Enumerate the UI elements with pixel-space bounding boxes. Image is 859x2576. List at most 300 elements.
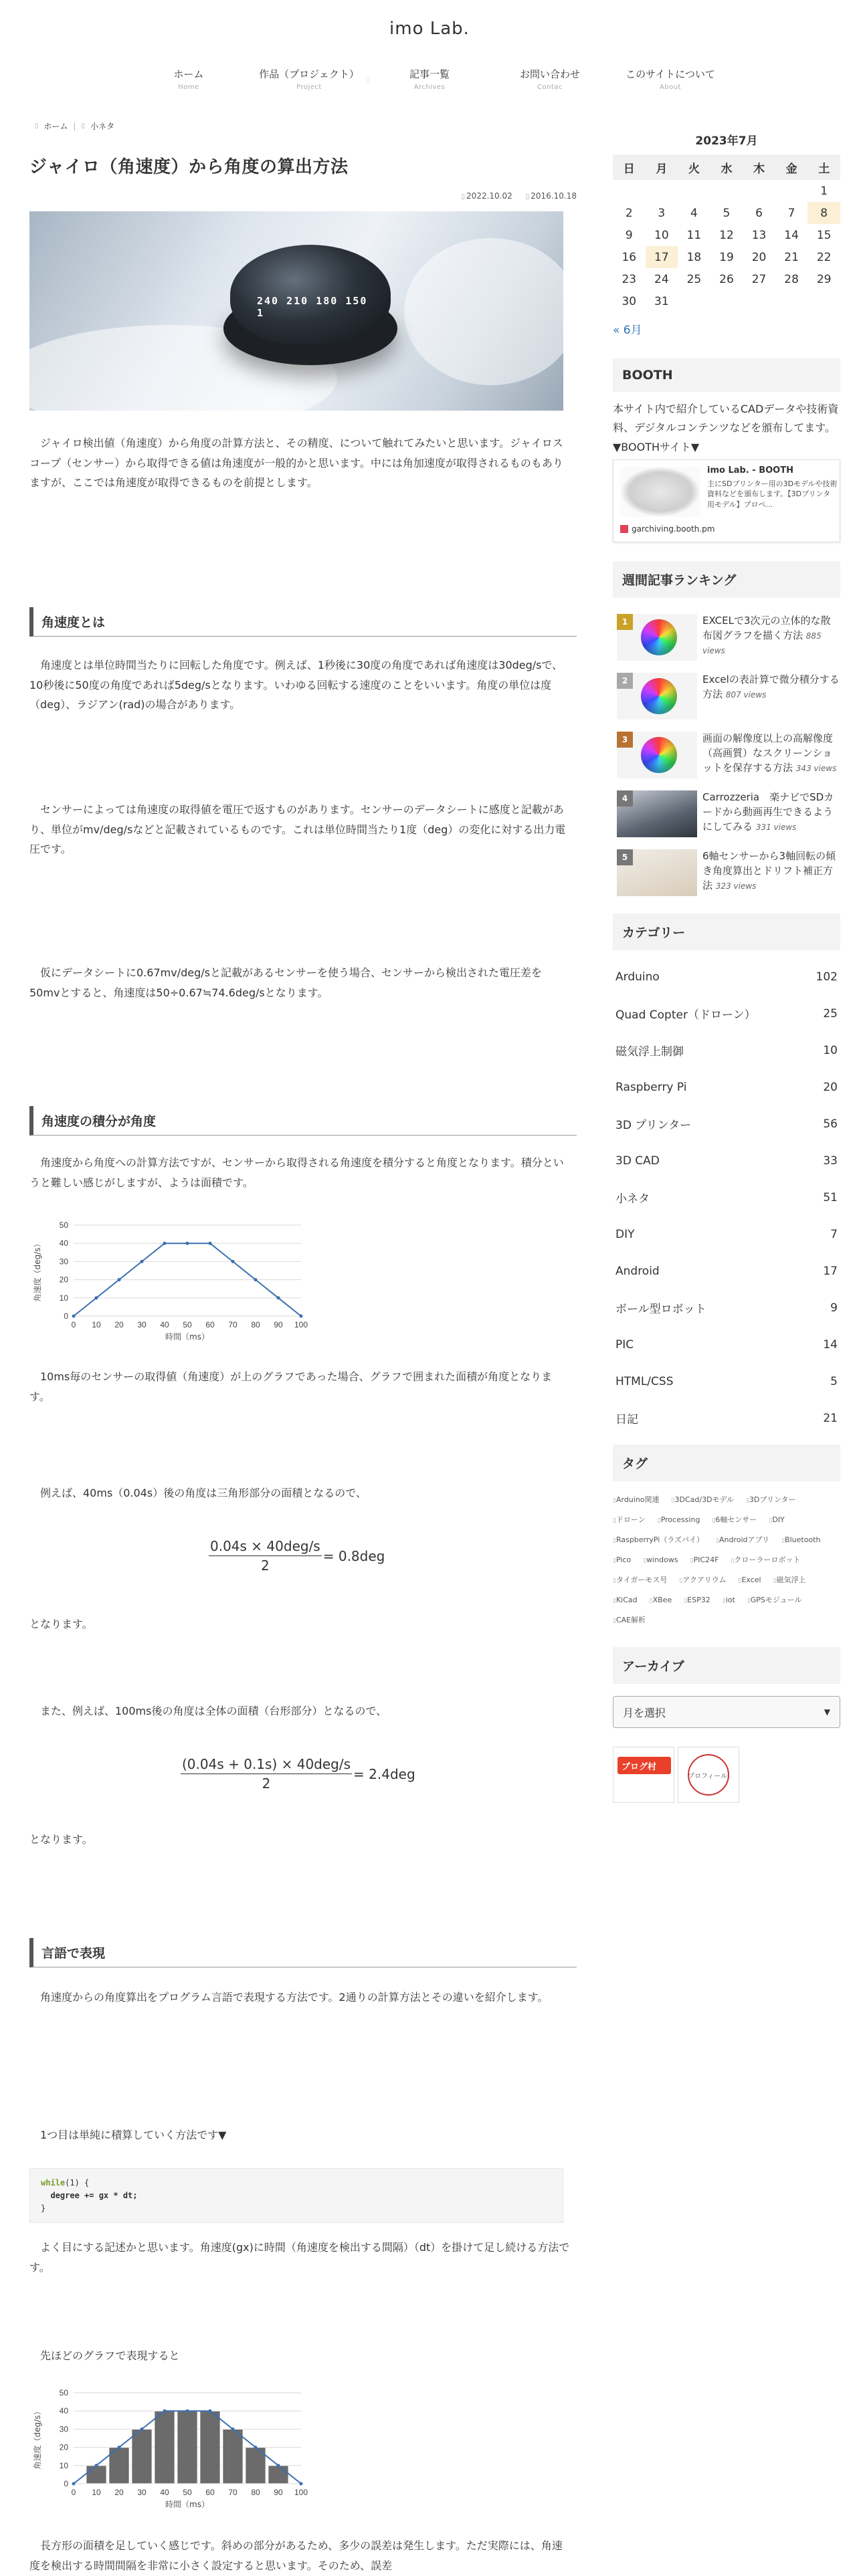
nav-item-archives[interactable] <box>369 67 490 91</box>
bar <box>177 2411 197 2484</box>
x-tick-label: 0 <box>71 2488 76 2497</box>
category-item[interactable] <box>613 1069 840 1105</box>
ranking-item[interactable] <box>613 728 840 786</box>
paragraph: 角速度からの角度算出をプログラム言語で表現する方法です。2通りの計算方法とその違いを紹介します。 <box>40 1991 549 2004</box>
category-name: Raspberry Pi <box>615 1080 687 1094</box>
ranking-title: 画面の解像度以上の高解像度（高画質）なスクリーンショットを保存する方法 <box>702 732 834 774</box>
calendar-day: 29 <box>816 272 832 286</box>
data-point <box>231 2428 235 2431</box>
formula-result: = 2.4deg <box>353 1765 415 1782</box>
category-item[interactable] <box>613 1216 840 1253</box>
category-item[interactable] <box>613 1253 840 1289</box>
breadcrumb-category[interactable]: 小ネタ <box>90 122 115 131</box>
data-point <box>95 2464 98 2467</box>
calendar-day <box>775 180 808 202</box>
calendar-day <box>743 290 775 312</box>
banner-label: プロフィール <box>688 1773 728 1780</box>
category-name: Quad Copter（ドローン） <box>615 1008 756 1022</box>
data-point <box>95 1296 98 1299</box>
sidebar <box>613 131 840 1803</box>
paragraph: 10ms毎のセンサーの取得値（角速度）が上のグラフであった場合、グラフで囲まれた面積が角度となります。 <box>29 1370 553 1403</box>
ranking-views: 807 views <box>725 689 767 700</box>
data-point <box>231 1260 235 1263</box>
calendar-day <box>743 180 775 202</box>
category-name: Android <box>615 1264 660 1278</box>
x-tick-label: 80 <box>251 2488 260 2497</box>
calendar-day: 26 <box>719 272 734 286</box>
calendar-day: 5 <box>723 206 731 220</box>
rank-badge: 2 <box>617 673 633 689</box>
home-icon: ▯ <box>35 122 39 130</box>
x-tick-label: 50 <box>183 2488 192 2497</box>
ranking-title-wrap <box>702 614 840 657</box>
category-item[interactable] <box>613 1179 840 1216</box>
tag-link[interactable]: ▯ 3DCad/3Dモデル <box>672 1496 734 1504</box>
hero-image <box>29 211 563 411</box>
ranking-list <box>613 610 840 904</box>
ranking-item[interactable] <box>613 610 840 669</box>
nav-item-about[interactable] <box>610 67 731 91</box>
calendar-day: 15 <box>816 228 832 242</box>
calendar-day <box>613 180 646 202</box>
data-point <box>277 1296 280 1299</box>
x-axis-label: 時間（ms） <box>165 1332 209 1341</box>
y-tick-label: 40 <box>59 2406 68 2416</box>
banner-area <box>613 1747 840 1803</box>
nav-label: このサイトについて <box>626 68 715 80</box>
y-tick-label: 20 <box>59 1275 68 1285</box>
calendar-day: 13 <box>751 228 767 242</box>
calendar-weekday: 火 <box>678 154 710 180</box>
calendar-day <box>710 290 743 312</box>
tag-link[interactable]: ▯ アクアリウム <box>679 1576 726 1584</box>
ranking-title-wrap <box>702 673 840 702</box>
tag-link[interactable]: ▯ GPSモジュール <box>747 1596 802 1604</box>
y-tick-label: 20 <box>59 2442 68 2452</box>
x-tick-label: 30 <box>137 2488 147 2497</box>
calendar-day <box>775 290 808 312</box>
tag-link[interactable]: ▯ PIC24F <box>690 1556 719 1564</box>
data-point <box>72 1315 76 1318</box>
ranking-views: 331 views <box>755 822 797 832</box>
intro-paragraph: ジャイロ検出値（角速度）から角度の計算方法と、その精度、について触れてみたいと思います。ジャイロスコープ（センサー）から取得できる値は角速度が一般的かと思います。中には角加速度が取得されるものもありますが、ここでは角速度が取得できるものを前提とします。 <box>29 437 563 490</box>
calendar-weekday: 金 <box>775 154 808 180</box>
paragraph: 例えば、40ms（0.04s）後の角度は三角形部分の面積となるので、 <box>40 1487 367 1499</box>
category-count: 14 <box>823 1337 838 1352</box>
calendar-day: 9 <box>625 228 633 242</box>
formula-triangle <box>209 1538 385 1574</box>
calendar-week <box>613 268 840 290</box>
post-title: ジャイロ（角速度）から角度の算出方法 <box>29 157 349 177</box>
ranking-heading: 週間記事ランキング <box>613 561 840 598</box>
x-axis-label: 時間（ms） <box>165 2500 209 2509</box>
y-tick-label: 50 <box>59 2388 68 2397</box>
paragraph: 1つ目は単純に積算していく方法です▼ <box>40 2129 227 2141</box>
calendar-day: 10 <box>654 228 669 242</box>
nav-label: ホーム <box>173 68 204 80</box>
banner-label: ブログ村 <box>622 1762 657 1772</box>
calendar-week <box>613 180 840 202</box>
y-axis-label: 角速度（deg/s） <box>33 1239 42 1302</box>
paragraph: となります。 <box>29 1833 93 1846</box>
tag-link[interactable]: ▯ Excel <box>738 1576 761 1584</box>
bar <box>268 2466 288 2484</box>
archive-select-label: 月を選択 <box>623 1706 666 1719</box>
category-item[interactable] <box>613 1032 840 1069</box>
calendar-day: 11 <box>686 228 702 242</box>
category-name: 3D プリンター <box>615 1119 691 1132</box>
rank-badge: 1 <box>617 614 633 630</box>
tag-link[interactable]: ▯ タイガーモス号 <box>613 1576 667 1584</box>
ranking-title-wrap <box>702 732 840 775</box>
archive-heading: アーカイブ <box>613 1647 840 1684</box>
nav-label: 記事一覧 <box>409 68 450 80</box>
category-item[interactable] <box>613 1326 840 1363</box>
calendar-day <box>646 180 678 202</box>
calendar-day: 31 <box>654 294 669 308</box>
calendar <box>613 154 840 312</box>
data-point <box>140 1260 144 1263</box>
dropdown-marker-icon: ▯ <box>365 76 369 84</box>
code-text: degree += gx * dt; <box>41 2191 138 2201</box>
breadcrumb-separator: | <box>73 121 76 131</box>
ranking-title-wrap <box>702 790 840 834</box>
paragraph: センサーによっては角速度の取得値を電圧で返すものがあります。センサーのデータシートに感度と記載があり、単位がmv/deg/sなどと記載されているものです。これは単位時間当たり1度（deg）の変化に対する出力電圧です。 <box>29 803 566 856</box>
code-block <box>29 2168 563 2223</box>
code-text: } <box>41 2204 46 2214</box>
category-item[interactable] <box>613 1142 840 1179</box>
calendar-day: 19 <box>719 250 734 264</box>
paragraph: 先ほどのグラフで表現すると <box>40 2349 180 2362</box>
data-point <box>140 2428 144 2431</box>
nav-sublabel: About <box>659 84 682 91</box>
booth-card-title: imo Lab. - BOOTH <box>707 465 793 475</box>
y-tick-label: 10 <box>59 1293 68 1303</box>
y-tick-label: 0 <box>64 1311 68 1321</box>
booth-card-source: garchiving.booth.pm <box>620 524 714 534</box>
formula-trapezoid <box>181 1756 415 1792</box>
tag-link[interactable]: ▯ DIY <box>769 1516 784 1524</box>
y-tick-label: 30 <box>59 1257 68 1267</box>
category-count: 21 <box>823 1411 838 1425</box>
ranking-title: 6軸センサーから3軸回転の傾き角度算出とドリフト補正方法 <box>702 850 836 891</box>
calendar-day: 12 <box>719 228 734 242</box>
booth-link-card[interactable] <box>613 459 840 542</box>
ranking-views: 343 views <box>795 763 837 773</box>
section-heading: 角速度とは <box>29 607 577 637</box>
rank-badge: 3 <box>617 732 633 748</box>
x-tick-label: 20 <box>114 1320 124 1329</box>
calendar-day: 16 <box>622 250 637 264</box>
bar <box>155 2411 175 2484</box>
ranking-title: Excelの表計算で微分積分する方法 <box>702 673 840 700</box>
calendar-day <box>678 180 710 202</box>
category-name: 3D CAD <box>615 1154 660 1168</box>
tag-link[interactable]: ▯ クローラーロボット <box>731 1556 800 1564</box>
data-point <box>277 2464 280 2467</box>
category-name: DIY <box>615 1227 635 1241</box>
paragraph: また、例えば、100ms後の角度は全体の面積（台形部分）となるので、 <box>40 1705 387 1717</box>
calendar-day: 17 <box>646 246 678 268</box>
ranking-views: 885 views <box>702 631 822 655</box>
breadcrumb-home[interactable]: ホーム <box>43 122 68 131</box>
calendar-day: 21 <box>784 250 799 264</box>
category-count: 56 <box>823 1117 838 1131</box>
tag-link[interactable]: ▯ Arduino関連 <box>613 1496 660 1504</box>
calendar-title: 2023年7月 <box>695 134 758 148</box>
calendar-day: 8 <box>807 202 840 224</box>
category-count: 17 <box>823 1264 838 1278</box>
formula-numerator: 0.04s × 40deg/s <box>209 1538 322 1556</box>
category-name: 小ネタ <box>615 1192 650 1206</box>
breadcrumb <box>35 120 577 132</box>
x-tick-label: 90 <box>274 2488 283 2497</box>
nav-item-project[interactable] <box>249 67 369 91</box>
nav-sublabel: Home <box>178 84 199 91</box>
x-tick-label: 40 <box>160 1320 169 1329</box>
category-count: 20 <box>823 1080 838 1094</box>
calendar-day: 22 <box>816 250 832 264</box>
category-name: HTML/CSS <box>615 1374 674 1388</box>
x-tick-label: 0 <box>71 1320 76 1329</box>
booth-thumbnail <box>620 467 700 517</box>
category-item[interactable] <box>613 995 840 1032</box>
category-item[interactable] <box>613 1363 840 1400</box>
calendar-weekday: 木 <box>743 154 775 180</box>
data-point <box>186 1242 189 1245</box>
ranking-title-wrap <box>702 849 840 893</box>
ranking-item[interactable] <box>613 845 840 904</box>
category-count: 33 <box>823 1154 838 1168</box>
calendar-day <box>678 290 710 312</box>
section-heading: 言語で表現 <box>29 1938 577 1967</box>
data-point <box>163 1242 167 1245</box>
booth-heading: BOOTH <box>613 358 840 392</box>
tag-heading: タグ <box>613 1444 840 1481</box>
x-tick-label: 40 <box>160 2488 169 2497</box>
y-tick-label: 30 <box>59 2424 68 2434</box>
calendar-weekday: 月 <box>646 154 678 180</box>
y-tick-label: 40 <box>59 1239 68 1249</box>
rank-badge: 4 <box>617 790 633 807</box>
y-tick-label: 10 <box>59 2460 68 2470</box>
category-count: 51 <box>823 1190 838 1204</box>
paragraph: 長方形の面積を足していく感じです。斜めの部分があるため、多少の誤差は発生します。ただ実際には、角速度を検出する時間間隔を非常に小さく設定すると思います。そのため、誤差 <box>29 2539 563 2572</box>
data-point <box>300 2482 303 2486</box>
calendar-weekday: 土 <box>807 154 840 180</box>
color-sphere-image <box>641 619 677 655</box>
x-tick-label: 30 <box>137 1320 147 1329</box>
category-item[interactable] <box>613 1105 840 1142</box>
tag-link[interactable]: ▯ ドローン <box>613 1516 646 1524</box>
calendar-week <box>613 224 840 246</box>
calendar-prev-month-link[interactable]: « 6月 <box>613 324 642 337</box>
calendar-day: 28 <box>784 272 799 286</box>
formula-denominator: 2 <box>261 1558 270 1574</box>
paragraph: よく目にする記述かと思います。角速度(gx)に時間（角速度を検出する間隔）（dt）を掛けて足し続ける方法です。 <box>29 2241 570 2274</box>
compass-scale: 240 210 180 150 1 <box>257 295 368 319</box>
color-sphere-image <box>641 737 677 773</box>
x-tick-label: 50 <box>183 1320 192 1329</box>
paragraph: 仮にデータシートに0.67mv/deg/sと記載があるセンサーを使う場合、センサーから検出された電圧差を50mvとすると、角速度は50÷0.67≒74.6deg/sとなります。 <box>29 966 542 999</box>
nav-label: 作品（プロジェクト） <box>259 68 359 80</box>
category-item[interactable] <box>613 1400 840 1436</box>
hero-bg-shape <box>404 238 563 385</box>
data-point <box>300 1315 303 1318</box>
category-name: ボール型ロボット <box>615 1303 706 1316</box>
bar <box>132 2429 152 2484</box>
x-tick-label: 10 <box>92 2488 101 2497</box>
x-tick-label: 60 <box>205 1320 215 1329</box>
archive-month-select[interactable] <box>613 1696 840 1728</box>
calendar-day: 23 <box>622 272 637 286</box>
nav-label: お問い合わせ <box>519 68 580 80</box>
booth-card-description: 主にSDプリンター用の3Dモデルや技術資料などを頒布します。【3Dプリンタ用モデル】プロペ... <box>707 479 838 509</box>
color-sphere-image <box>641 678 677 714</box>
category-name: PIC <box>615 1337 634 1352</box>
formula-result: = 0.8deg <box>322 1547 385 1564</box>
category-heading: カテゴリー <box>613 914 840 950</box>
calendar-weekdays <box>613 154 840 180</box>
category-item[interactable] <box>613 958 840 995</box>
tag-link[interactable]: ▯ XBee <box>650 1596 672 1604</box>
y-axis-label: 角速度（deg/s） <box>33 2407 42 2470</box>
x-tick-label: 60 <box>205 2488 215 2497</box>
blog-village-banner[interactable] <box>613 1747 674 1803</box>
folder-icon: ▯ <box>81 122 86 130</box>
category-count: 7 <box>830 1227 838 1241</box>
tag-link[interactable]: ▯ 6軸センサー <box>712 1516 757 1524</box>
calendar-day <box>807 290 840 312</box>
angular-velocity-bar-chart <box>29 2385 310 2518</box>
category-item[interactable] <box>613 1289 840 1326</box>
site-title[interactable]: imo Lab. <box>389 19 470 39</box>
data-point <box>209 1242 212 1245</box>
calendar-day: 18 <box>686 250 702 264</box>
profile-banner[interactable] <box>678 1747 739 1803</box>
bar <box>200 2411 220 2484</box>
code-keyword: while <box>41 2178 66 2187</box>
nav-item-contact[interactable] <box>490 67 610 91</box>
y-tick-label: 0 <box>64 2479 68 2488</box>
chevron-down-icon: ▼ <box>824 1707 830 1717</box>
updated-date: ▯ 2022.10.02 <box>462 191 512 201</box>
calendar-day: 30 <box>622 294 637 308</box>
x-tick-label: 80 <box>251 1320 260 1329</box>
calendar-day: 1 <box>820 184 828 198</box>
x-tick-label: 100 <box>294 1320 308 1329</box>
tag-link[interactable]: ▯ 3Dプリンター <box>746 1496 796 1504</box>
tag-link[interactable]: ▯ Processing <box>658 1516 700 1524</box>
tag-link[interactable]: ▯ KiCad <box>613 1596 638 1604</box>
tag-link[interactable]: ▯ RaspberryPi（ラズパイ） <box>613 1536 704 1544</box>
code-text: (1) { <box>65 2178 90 2187</box>
bar <box>86 2466 106 2484</box>
y-tick-label: 50 <box>59 1220 68 1230</box>
nav-sublabel: Archives <box>413 84 446 91</box>
category-count: 5 <box>830 1374 838 1388</box>
data-point <box>186 2409 189 2413</box>
calendar-day: 25 <box>686 272 702 286</box>
category-name: 日記 <box>615 1413 638 1426</box>
tag-link[interactable]: ▯ windows <box>643 1556 678 1564</box>
paragraph: 角速度から角度への計算方法ですが、センサーから取得される角速度を積分すると角度となります。積分というと難しい感じがしますが、ようは面積です。 <box>29 1156 564 1189</box>
nav-item-home[interactable] <box>128 67 249 91</box>
x-tick-label: 70 <box>228 2488 237 2497</box>
x-tick-label: 70 <box>228 1320 237 1329</box>
calendar-day: 3 <box>658 206 666 220</box>
calendar-week <box>613 290 840 312</box>
booth-text: 本サイト内で紹介しているCADデータや技術資料、デジタルコンテンツなどを頒布してます。 <box>613 403 839 434</box>
x-tick-label: 100 <box>294 2488 308 2497</box>
calendar-day: 14 <box>784 228 799 242</box>
calendar-week <box>613 202 840 224</box>
bar <box>223 2429 243 2484</box>
category-list <box>613 958 840 1436</box>
calendar-day <box>710 180 743 202</box>
formula-denominator: 2 <box>262 1776 271 1792</box>
paragraph: となります。 <box>29 1618 93 1630</box>
global-nav <box>0 67 859 91</box>
calendar-day: 20 <box>751 250 767 264</box>
tag-link[interactable]: ▯ CAE解析 <box>613 1616 646 1624</box>
calendar-day: 7 <box>787 206 795 220</box>
nav-sublabel: Contac <box>537 84 563 91</box>
category-count: 25 <box>823 1006 838 1021</box>
x-tick-label: 90 <box>274 1320 283 1329</box>
tag-cloud <box>613 1493 840 1634</box>
calendar-week <box>613 246 840 268</box>
calendar-day: 24 <box>654 272 669 286</box>
calendar-day: 4 <box>690 206 698 220</box>
formula-numerator: (0.04s + 0.1s) × 40deg/s <box>181 1756 352 1774</box>
x-tick-label: 10 <box>92 1320 101 1329</box>
tag-link[interactable]: ▯ Pico <box>613 1556 631 1564</box>
ranking-views: 323 views <box>715 881 757 891</box>
rank-badge: 5 <box>617 849 633 865</box>
calendar-weekday: 日 <box>613 154 646 180</box>
calendar-day: 27 <box>751 272 767 286</box>
x-tick-label: 20 <box>114 2488 124 2497</box>
data-point <box>118 2446 121 2449</box>
data-point <box>118 1278 121 1281</box>
tag-link[interactable]: ▯ Androidアプリ <box>716 1536 769 1544</box>
ranking-item[interactable] <box>613 786 840 845</box>
tag-link[interactable]: ▯ 磁気浮上 <box>773 1576 806 1584</box>
data-point <box>254 1278 258 1281</box>
category-count: 102 <box>816 970 838 984</box>
tag-link[interactable]: ▯ ESP32 <box>684 1596 710 1604</box>
category-name: 磁気浮上制御 <box>615 1045 684 1059</box>
section-heading: 角速度の積分が角度 <box>29 1106 577 1136</box>
data-point <box>163 2409 167 2413</box>
category-count: 9 <box>830 1301 838 1315</box>
tag-link[interactable]: ▯ Bluetooth <box>781 1536 820 1544</box>
angular-velocity-line-chart <box>29 1217 310 1351</box>
calendar-weekday: 水 <box>710 154 743 180</box>
tag-link[interactable]: ▯ iot <box>723 1596 735 1604</box>
category-name: Arduino <box>615 970 660 984</box>
category-count: 10 <box>823 1043 838 1057</box>
paragraph: 角速度とは単位時間当たりに回転した角度です。例えば、1秒後に30度の角度であれば角速度は30deg/sで、10秒後に50度の角度であれば5deg/sとなります。いわゆる回転する速度のことをいいます。角度の単位は度（deg）、ラジアン(rad)の場合があります。 <box>29 659 563 712</box>
ranking-item[interactable] <box>613 669 840 728</box>
ranking-title: Carrozzeria 楽ナビでSDカードから動画再生できるようにしてみる <box>702 791 834 833</box>
ranking-title: EXCELで3次元の立体的な散布図グラフを描く方法 <box>702 615 831 641</box>
calendar-day: 6 <box>755 206 763 220</box>
data-point <box>209 2409 212 2413</box>
data-point <box>72 2482 76 2486</box>
data-point <box>254 2446 258 2449</box>
